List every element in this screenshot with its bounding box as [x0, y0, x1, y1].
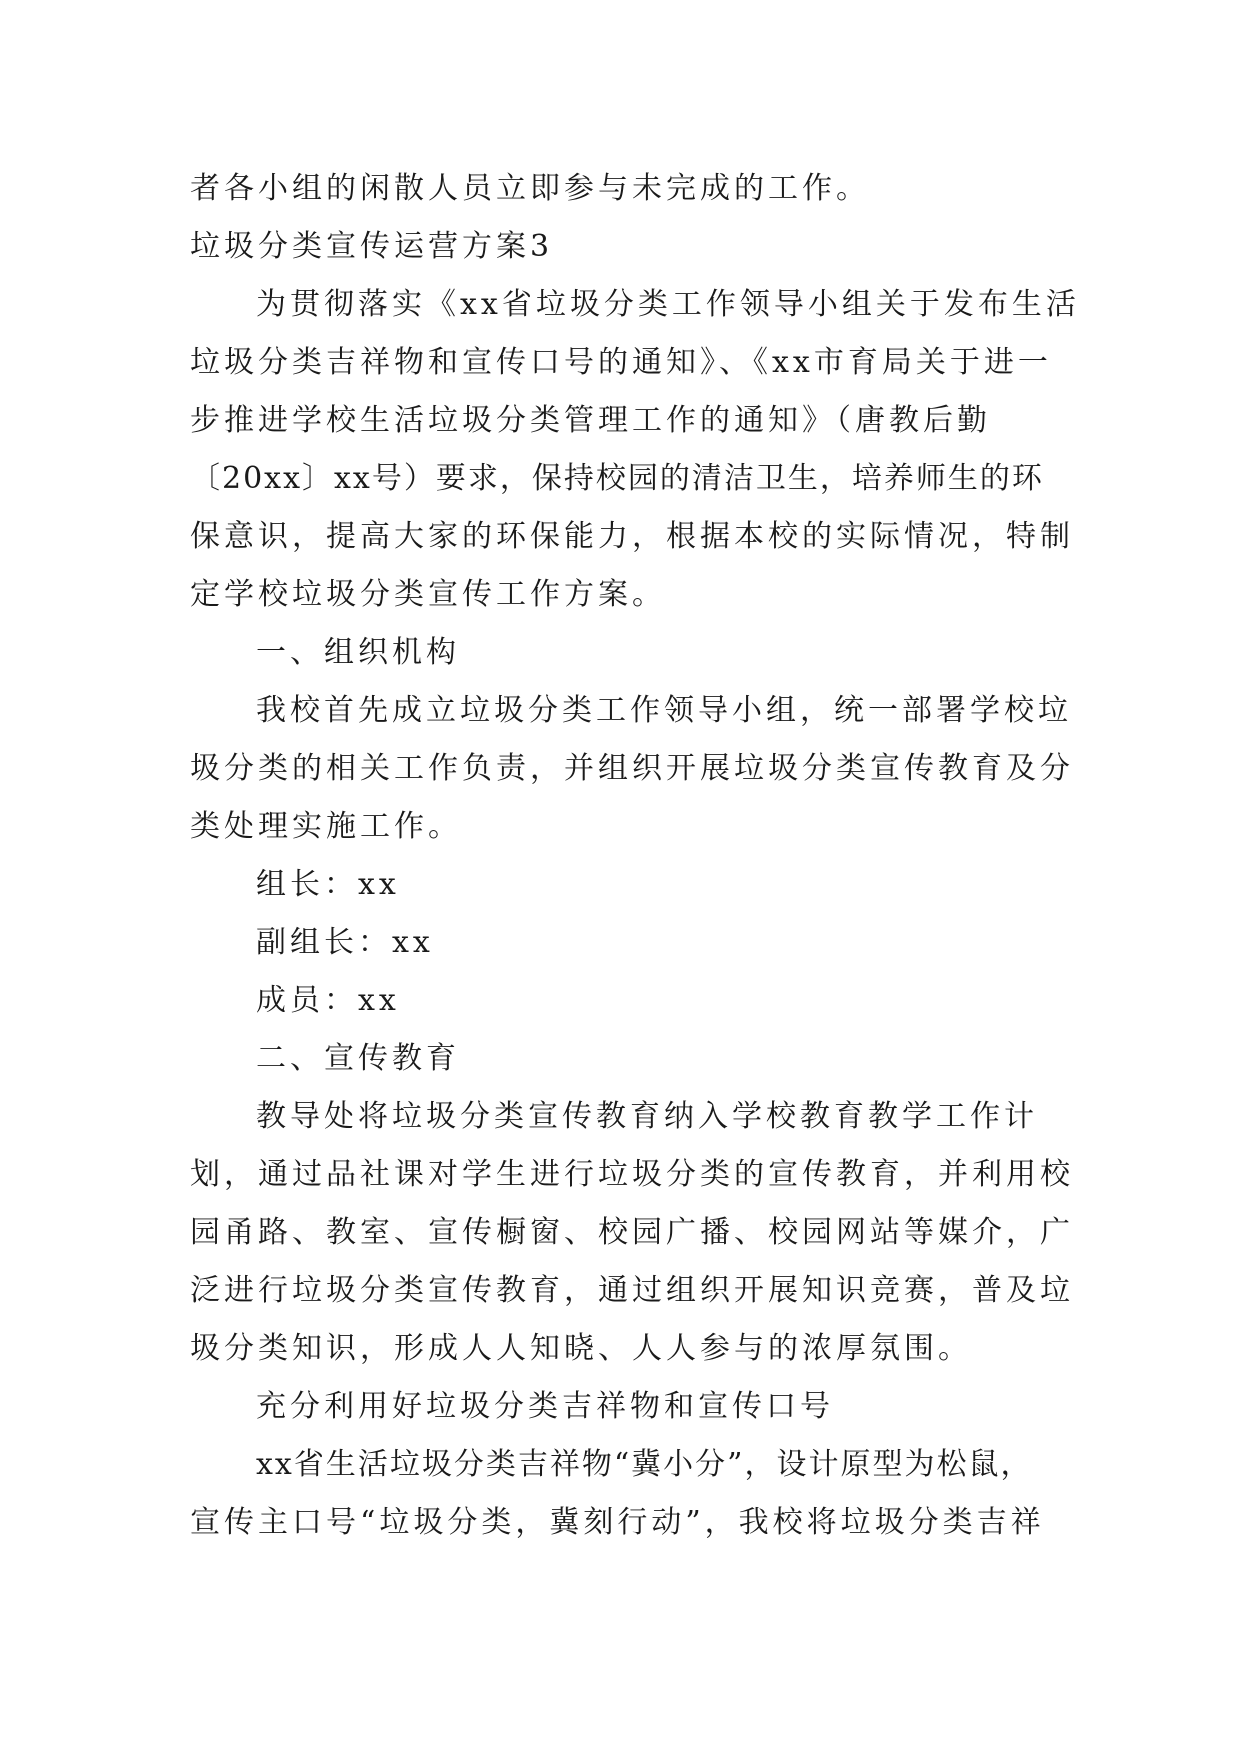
paragraph-line: 教导处将垃圾分类宣传教育纳入学校教育教学工作计 — [256, 1099, 1038, 1134]
paragraph-line: 者各小组的闲散人员立即参与未完成的工作。 — [190, 171, 870, 206]
paragraph-line: 宣传主口号“垃圾分类，冀刻行动”，我校将垃圾分类吉祥 — [190, 1505, 1045, 1540]
paragraph-line: 园甬路、教室、宣传橱窗、校园广播、校园网站等媒介，广 — [190, 1215, 1074, 1250]
paragraph-line: 我校首先成立垃圾分类工作领导小组，统一部署学校垃 — [256, 693, 1072, 728]
members-line: 成员：xx — [256, 983, 400, 1018]
paragraph-line: 保意识，提高大家的环保能力，根据本校的实际情况，特制 — [190, 519, 1074, 554]
document-body — [190, 160, 1080, 1552]
paragraph-line: 步推进学校生活垃圾分类管理工作的通知》（唐教后勤 — [190, 403, 991, 438]
deputy-leader-line: 副组长：xx — [256, 925, 434, 960]
team-leader-line: 组长：xx — [256, 867, 400, 902]
paragraph-line: 充分利用好垃圾分类吉祥物和宣传口号 — [256, 1389, 834, 1424]
paragraph-line: 泛进行垃圾分类宣传教育，通过组织开展知识竞赛，普及垃 — [190, 1273, 1074, 1308]
section-heading-education: 二、宣传教育 — [256, 1041, 460, 1076]
paragraph-line: 〔20xx〕xx号）要求，保持校园的清洁卫生，培养师生的环 — [190, 461, 1044, 496]
paragraph-line: 圾分类知识，形成人人知晓、人人参与的浓厚氛围。 — [190, 1331, 972, 1366]
paragraph-line: 为贯彻落实《xx省垃圾分类工作领导小组关于发布生活 — [256, 287, 1080, 322]
paragraph-line: 圾分类的相关工作负责，并组织开展垃圾分类宣传教育及分 — [190, 751, 1074, 786]
paragraph-line: 类处理实施工作。 — [190, 809, 462, 844]
section-heading-organization: 一、组织机构 — [256, 635, 460, 670]
paragraph-line: 垃圾分类吉祥物和宣传口号的通知》、《xx市育局关于进一 — [190, 345, 1052, 380]
paragraph-line: 划，通过品社课对学生进行垃圾分类的宣传教育，并利用校 — [190, 1157, 1074, 1192]
paragraph-line: 定学校垃圾分类宣传工作方案。 — [190, 577, 666, 612]
paragraph-line: xx省生活垃圾分类吉祥物“冀小分”，设计原型为松鼠， — [256, 1447, 1033, 1482]
section-title: 垃圾分类宣传运营方案3 — [190, 229, 554, 264]
